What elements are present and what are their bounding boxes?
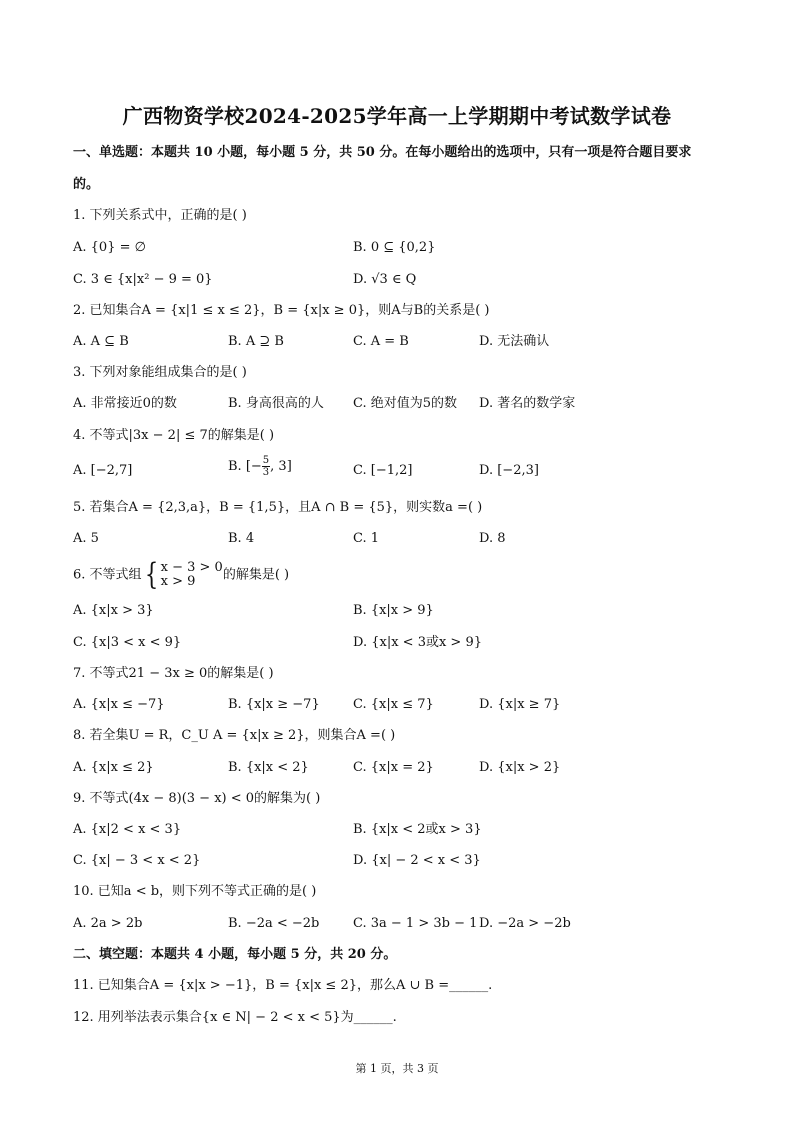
question-6-option-d: D. {x|x < 3或x > 9}: [353, 635, 482, 650]
question-1-option-d: D. √3 ∈ Q: [353, 272, 417, 287]
section2-heading: 二、填空题：本题共 4 小题，每小题 5 分，共 20 分。: [73, 947, 397, 962]
question-1-option-b: B. 0 ⊆ {0,2}: [353, 240, 436, 255]
page-footer: 第 1 页，共 3 页: [355, 1062, 439, 1075]
question-2-option-d: D. 无法确认: [479, 334, 550, 349]
question-10-option-c: C. 3a − 1 > 3b − 1: [353, 916, 478, 931]
question-7-option-d: D. {x|x ≥ 7}: [479, 697, 561, 712]
inequality-system: [161, 561, 223, 589]
inequality-system-bottom: x > 9: [160, 574, 196, 589]
question-6-stem-suffix: 的解集是( ): [222, 567, 290, 583]
question-2-stem: 2. 已知集合A = {x|1 ≤ x ≤ 2}，B = {x|x ≥ 0}，则A与B的关系是( ): [73, 303, 490, 318]
question-9-option-a: A. {x|2 < x < 3}: [73, 822, 182, 837]
question-2-option-a: A. A ⊆ B: [73, 334, 129, 349]
page-title: 广西物资学校2024-2025学年高一上学期期中考试数学试卷: [122, 104, 672, 128]
question-5-option-b: B. 4: [228, 531, 255, 546]
question-5-option-a: A. 5: [73, 531, 99, 546]
question-4-option-b-suffix: , 3]: [270, 459, 292, 474]
question-8-option-c: C. {x|x = 2}: [353, 760, 434, 775]
question-9-option-b: B. {x|x < 2或x > 3}: [353, 822, 482, 837]
question-4-option-b-prefix: B. [−: [228, 459, 262, 474]
left-brace: {: [144, 557, 158, 592]
question-3-stem: 3. 下列对象能组成集合的是( ): [73, 365, 247, 380]
question-4-option-a: A. [−2,7]: [73, 463, 133, 478]
inequality-system-top: x − 3 > 0: [160, 560, 223, 575]
question-9-stem: 9. 不等式(4x − 8)(3 − x) < 0的解集为( ): [73, 791, 321, 806]
question-3-option-c: C. 绝对值为5的数: [353, 396, 458, 411]
question-5-stem: 5. 若集合A = {2,3,a}，B = {1,5}，且A ∩ B = {5}，则实数a =( ): [73, 500, 483, 515]
question-7-option-c: C. {x|x ≤ 7}: [353, 697, 434, 712]
question-6-option-b: B. {x|x > 9}: [353, 603, 434, 618]
question-1-option-a: A. {0} = ∅: [73, 240, 146, 255]
question-1-stem: 1. 下列关系式中，正确的是( ): [73, 208, 247, 223]
question-5-option-d: D. 8: [479, 531, 506, 546]
question-10-stem: 10. 已知a < b，则下列不等式正确的是( ): [73, 884, 317, 899]
question-8-stem: 8. 若全集U = R，C_U A = {x|x ≥ 2}，则集合A =( ): [73, 728, 396, 743]
question-11: 11. 已知集合A = {x|x > −1}，B = {x|x ≤ 2}，那么A ∪ B =______.: [73, 978, 493, 993]
question-10-option-a: A. 2a > 2b: [73, 916, 143, 931]
fraction-numerator: 5: [262, 455, 270, 466]
question-7-option-a: A. {x|x ≤ −7}: [73, 697, 165, 712]
section1-heading-line2: 的。: [73, 177, 100, 192]
question-9-option-c: C. {x| − 3 < x < 2}: [73, 853, 201, 868]
question-6-option-a: A. {x|x > 3}: [73, 603, 154, 618]
question-4-option-b: [228, 455, 292, 478]
question-2-option-b: B. A ⊇ B: [228, 334, 284, 349]
question-6-option-c: C. {x|3 < x < 9}: [73, 635, 182, 650]
question-7-option-b: B. {x|x ≥ −7}: [228, 697, 320, 712]
question-4-stem: 4. 不等式|3x − 2| ≤ 7的解集是( ): [73, 428, 275, 443]
question-8-option-a: A. {x|x ≤ 2}: [73, 760, 154, 775]
question-3-option-a: A. 非常接近0的数: [73, 396, 177, 411]
question-6-stem: [73, 557, 290, 592]
question-3-option-d: D. 著名的数学家: [479, 396, 576, 411]
fraction-denominator: 3: [262, 467, 270, 478]
question-9-option-d: D. {x| − 2 < x < 3}: [353, 853, 481, 868]
question-10-option-b: B. −2a < −2b: [228, 916, 320, 931]
question-5-option-c: C. 1: [353, 531, 380, 546]
question-8-option-b: B. {x|x < 2}: [228, 760, 309, 775]
question-1-option-c: C. 3 ∈ {x|x² − 9 = 0}: [73, 272, 213, 287]
question-3-option-b: B. 身高很高的人: [228, 396, 324, 411]
question-8-option-d: D. {x|x > 2}: [479, 760, 561, 775]
section1-heading-line1: 一、单选题：本题共 10 小题，每小题 5 分，共 50 分。在每小题给出的选项中，只有一项是符合题目要求: [73, 145, 692, 160]
question-4-option-d: D. [−2,3]: [479, 463, 539, 478]
fraction: [262, 455, 270, 478]
question-7-stem: 7. 不等式21 − 3x ≥ 0的解集是( ): [73, 666, 274, 681]
question-4-option-c: C. [−1,2]: [353, 463, 413, 478]
question-10-option-d: D. −2a > −2b: [479, 916, 571, 931]
question-2-option-c: C. A = B: [353, 334, 409, 349]
question-12: 12. 用列举法表示集合{x ∈ N| − 2 < x < 5}为______.: [73, 1010, 397, 1025]
question-6-stem-prefix: 6. 不等式组: [73, 567, 142, 583]
